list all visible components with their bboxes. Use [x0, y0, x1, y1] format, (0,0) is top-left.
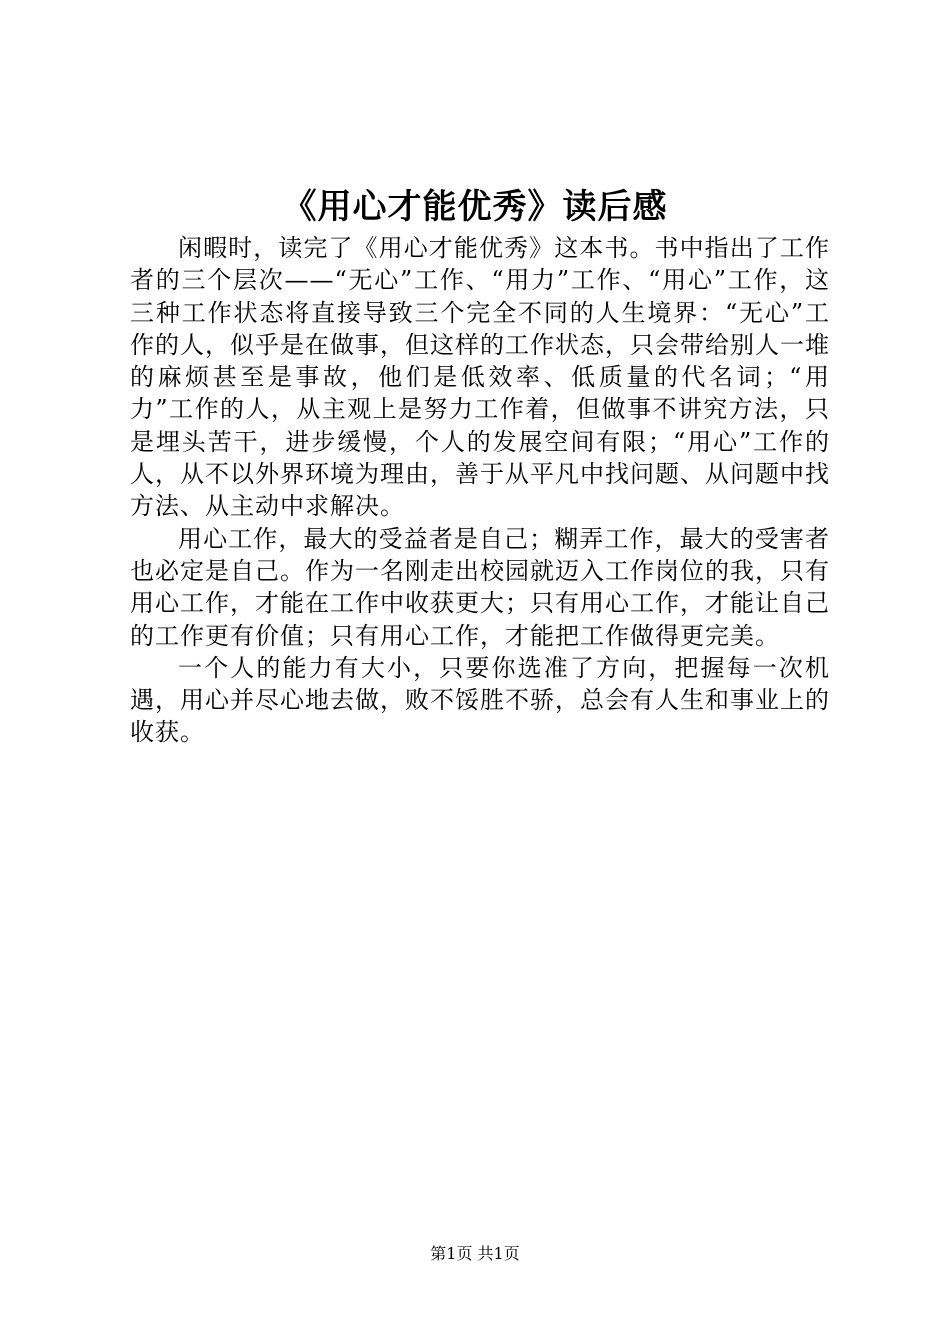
page-footer: 第1页 共1页	[430, 1244, 520, 1263]
paragraph-3: 一个人的能力有大小，只要你选准了方向，把握每一次机遇，用心并尽心地去做，败不馁胜不骄，总会有人生和事业上的收获。	[130, 653, 830, 747]
document-body	[130, 232, 830, 749]
paragraph-2: 用心工作，最大的受益者是自己；糊弄工作，最大的受害者也必定是自己。作为一名刚走出校园就迈入工作岗位的我，只有用心工作，才能在工作中收获更大；只有用心工作，才能让自己的工作更有价值；只有用心工作，才能把工作做得更完美。	[130, 524, 830, 650]
paragraph-1: 闲暇时，读完了《用心才能优秀》这本书。书中指出了工作者的三个层次——“无心”工作、“用力”工作、“用心”工作，这三种工作状态将直接导致三个完全不同的人生境界：“无心”工作的人，似乎是在做事，但这样的工作状态，只会带给别人一堆的麻烦甚至是事故，他们是低效率、低质量的代名词；“用力”工作的人，从主观上是努力工作着，但做事不讲究方法，只是埋头苦干，进步缓慢，个人的发展空间有限；“用心”工作的人，从不以外界环境为理由，善于从平凡中找问题、从问题中找方法、从主动中求解决。	[130, 234, 830, 521]
document-title: 《用心才能优秀》读后感	[282, 187, 668, 227]
